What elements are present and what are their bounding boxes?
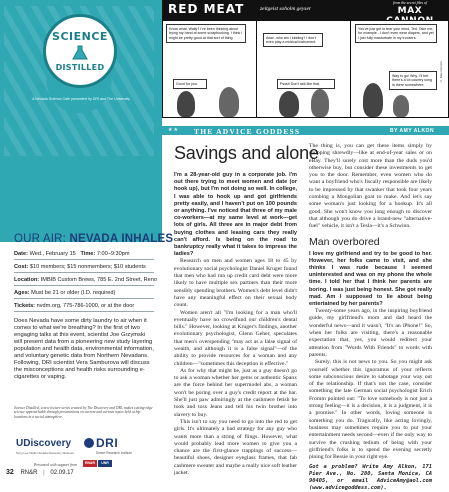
- comic-header: [162, 0, 449, 20]
- series-credit: Science Distilled, a new lecture series created by The Discovery and DRI, makes cutting-edge science approachable through presentations on current and curious topics held at hip locations in a social atmosphere.: [14, 406, 153, 419]
- speech-bubble: Good for you.: [173, 79, 207, 89]
- character-figure: [363, 83, 383, 117]
- column-signoff: Got a problem? Write Amy Alkon, 171 Pier Ave., No. 280, Santa Monica, CA 90405, or email AdviceAmy@aol.com (www.advicegoddess.com).: [309, 464, 432, 491]
- character-figure: [219, 87, 239, 117]
- dri-logo: DRI: [96, 436, 119, 450]
- event-location: Location: IMBIB Custom Brews, 785 E. 2nd Street, Reno: [14, 277, 158, 283]
- logo-word-distilled: DISTILLED: [55, 63, 105, 72]
- character-figure: [177, 91, 195, 117]
- comic-subtitle: zeitgeist soholm geyser: [260, 6, 312, 12]
- sponsor-logos: [14, 436, 154, 462]
- science-distilled-logo: [43, 14, 117, 88]
- comic-title: RED MEAT: [168, 2, 245, 16]
- answer-paragraph: As for why that might be, just as a guy doesn't go to ask a woman whether her gems or authentic Spanx are the force behind her supermodel abs, a woman won't be poring over a guy's credit report at the bar. She'll just paw admiringly at the cashmere fetish he took and toss Jeans and tell his twin brother into slavery to buy.: [174, 367, 297, 418]
- divider: [14, 311, 154, 312]
- event-title-prefix: OUR AIR:: [14, 233, 70, 245]
- science-distilled-ad: [0, 0, 174, 480]
- event-date: Date: Wed., February 15 Time: 7:00–9:30pm: [14, 251, 130, 257]
- hero-tagline: A Nevada Science Café presented by DRI and The University: [32, 97, 130, 101]
- section-title: THE ADVICE GODDESS: [194, 126, 301, 136]
- logo-word-science: SCIENCE: [52, 30, 108, 43]
- speech-bubble: Know what, Wally? I've been thinking about trying my hand at some scrapbooking. I think I might be pretty good at that sort of thing.: [166, 24, 246, 43]
- speech-bubble: Way to go! Why, I'll bet there's a lot country song in there somewhere.: [389, 71, 437, 90]
- subheadline: Man overbored: [309, 235, 380, 248]
- event-tickets: Tickets: nvdm.org, 775-786-1000, or at the door: [14, 303, 135, 309]
- presented-with-support: Presented with support from: [34, 463, 78, 467]
- answer-paragraph: Surely, this is not news to you. So you might ask yourself whether this ignoramus of your reflects some subconscious desire to sabotage your way out of the relationship. If that's not the case, consider something the late German social psychologist Erich Fromm pointed out: "To love somebody is not just a strong feeling—it is a decision, it is a judgment, it is a promise." In other words, loving someone is something you do. Tragically, like acting lovingly, business may sometimes require you to put your entertainment needs second—even if the only way to survive the crushing tedium of being with your girlfriend's folks is to spend the evening secretly pining for Bessie in your right eye.: [309, 359, 432, 461]
- comic-panel-3: [351, 21, 448, 117]
- event-cost: Cost: $10 members; $15 nonmembers; $10 students: [14, 264, 146, 270]
- headline: Savings and alone: [174, 143, 319, 163]
- event-title-bold: NEVADA INHALES: [69, 233, 174, 245]
- byline: BY AMY ALKON: [390, 127, 435, 134]
- reader-question-2: I love my girlfriend and try to be good to her. However, her folks came to visit, and she thinks I was rude because I seemed uninterested and was on my phone the whole time. I told her that I think her parents are boring. I was just being honest. She got really mad. Am I supposed to lie about being entertained by her parents?: [309, 250, 432, 307]
- answer-paragraph: Research on men and women ages 18 to 45 by evolutionary social psychologist Daniel Kruger found that men who had run up credit card debt were more likely to have multiple sex partners than their more sensibly spending brothers. Women's debt level didn't have any meaningful effect on their sexual body count.: [174, 258, 297, 309]
- comic-panel-2: [257, 21, 351, 117]
- rnr-badge: RN&R: [84, 461, 96, 465]
- divider: [14, 259, 154, 260]
- footer-separator: |: [43, 470, 45, 476]
- speech-bubble: Aww...who am I kidding? I don't even play a musical instrument.: [263, 33, 323, 47]
- event-ages: Ages: Must be 21 or older (I.D. required): [14, 290, 116, 296]
- discovery-logo: UDiscovery: [16, 438, 72, 449]
- character-figure: [393, 95, 409, 117]
- divider: [14, 272, 154, 273]
- paper-name: RN&R: [20, 470, 38, 476]
- dri-logo-sub: Desert Research Institute: [96, 451, 132, 455]
- divider: [14, 285, 154, 286]
- comic-author: MAX: [397, 6, 423, 16]
- comic-source: from the secret files of: [393, 1, 427, 5]
- answer-paragraph: Women aren't all "I'm looking for a man who'll eventually have no crowdfund our children's dental bills." However, looking at Kruger's findings, another evolutionary psychologist, Glenn Geher, speculates that men's overspending "may act as a false signal of wealth, and although it is a false signal"—of the ability to provide resources for a woman and any children—"sometimes this deception is effective.": [174, 309, 297, 367]
- advice-page: [162, 0, 449, 491]
- answer-paragraph: This isn't to say you need to go into the red to get girls. It's ultimately a bad strategy for any guy who wants more than a string of flings. However, what would probably lead more women to give you a chance are the first-glance trappings of success—beautiful shoes, designer eyeglass frames, that fab cashmere sweater and maybe a really nice soft leather jacket.: [174, 418, 297, 477]
- article-column-2: [309, 143, 432, 491]
- speech-bubble: You've just got to tear your mind, Ted. Take me, for example...I don't even wear diapers, and yet I just fully masturbate in my trousers.: [355, 24, 437, 43]
- flask-icon: [71, 45, 89, 61]
- answer-paragraph: Twenty-some years ago, in the inspiring boyfriend guide, my girlfriend's mom and dad heard the wonderful news—and it wasn't, "It's an iPhone!" So, when her folks are visiting, there's a reasonable expectation that, yes, you would redirect your attention from "Words With Friends" to words with parents.: [309, 308, 432, 358]
- page-footer: [6, 469, 74, 476]
- science-distilled-hero: [0, 0, 162, 242]
- character-figure: [311, 89, 329, 117]
- answer-paragraph: The thing is, you can get these items simply by shopping shrewdly—like at end-of-year sales or on eBay. They'll surely cost more than the duds you'd otherwise buy, but consider these investments to get you to the door. Remember, even women who do want a boyfriend who's fiscally responsible are likely to be impressed by that swanker that took four years combing a Mongolian goat to make. And let's say some woman's just looking for a hookup. It's all good. She won't know you long enough to discover that although you do drive a brand-new "alternative-fuel" vehicle, it isn't a Tesla—it's a Schwinn.: [309, 143, 432, 230]
- dri-emblem-icon: [84, 438, 94, 448]
- event-title: [14, 233, 173, 245]
- divider: [14, 298, 154, 299]
- issue-date: 02.09.17: [50, 470, 74, 476]
- comic-copyright: © Max Cannon: [439, 61, 443, 83]
- unr-badge: UNR: [98, 460, 112, 467]
- event-description: Does Nevada have some dirty laundry to air when it comes to what we're breathing? In the first of two engaging talks at this event, scientist Joe Grzymski will present data from a pioneering new study layering population and health data, environmental information, and voluntary genetic data from Northern Nevadans. Following, DRI scientist Vera Samburova will discuss the misconceptions and health risks surrounding e-cigarettes or vaping.: [14, 318, 154, 380]
- comic-panel-1: [163, 21, 257, 117]
- discovery-logo-sub: Terry Lee Wells Nevada Discovery Museum: [16, 451, 75, 455]
- character-figure: [279, 91, 299, 117]
- speech-bubble: Pssst! Don't talk like that.: [277, 79, 335, 89]
- reader-question: I'm a 28-year-old guy in a corporate job. I'm out there trying to meet women and date (or hook up), but I'm not doing so well. In college, I was able to hook up and got girlfriends pretty easily, and I haven't put on 100 pounds or anything. I've noticed that three of my male co-workers—at my same level at work—get lots of girls. All three are in major debt from buying clothes and leasing cars they really can't afford. Is being on the road to bankruptcy really what it takes to impress the ladies?: [174, 172, 297, 258]
- section-banner: [162, 126, 449, 135]
- article-column-1: [174, 172, 297, 477]
- comic-strip: [162, 20, 449, 118]
- page-number: 32: [6, 469, 14, 476]
- star-icon: ★★: [168, 127, 179, 133]
